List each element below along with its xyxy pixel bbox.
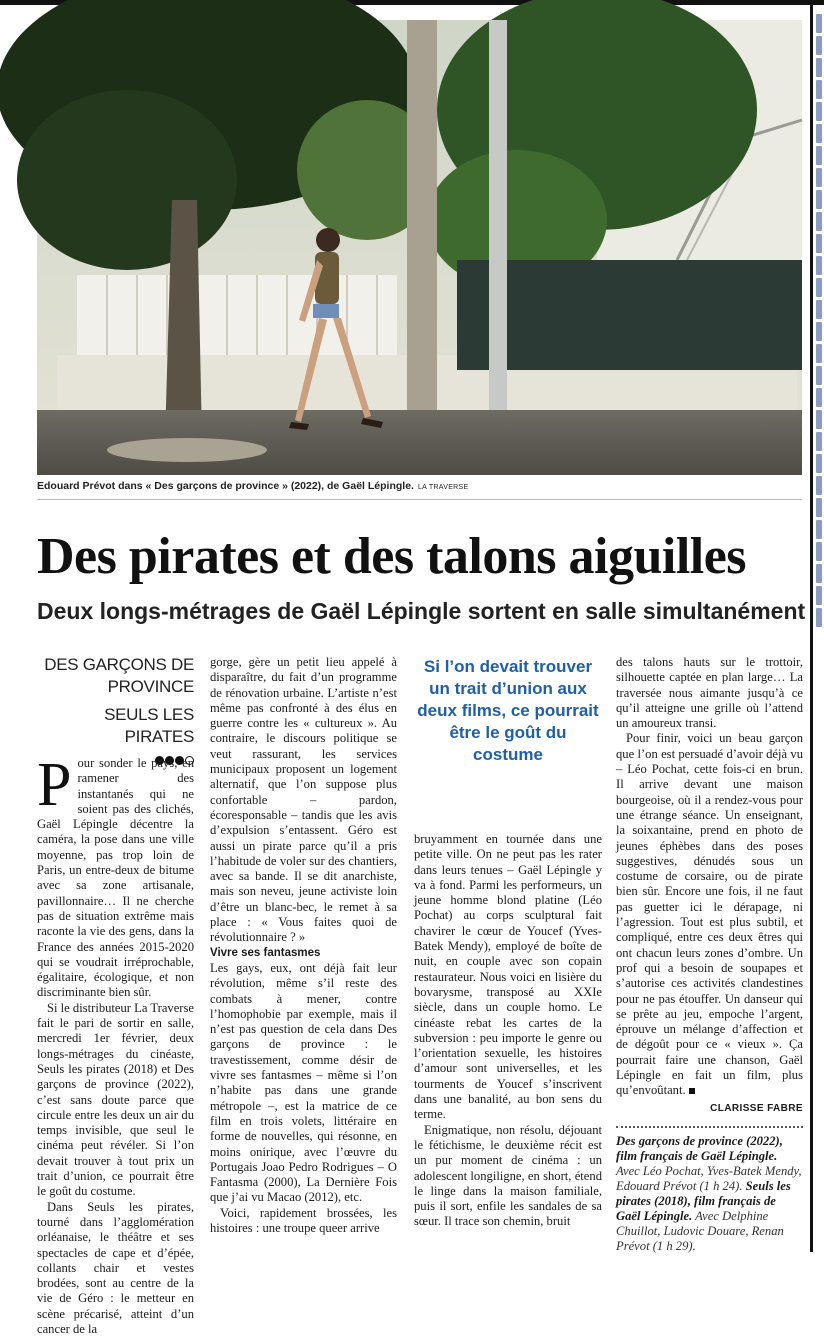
- end-mark: [689, 1088, 695, 1094]
- article-column-1: [37, 751, 194, 1337]
- photo-credit: LA TRAVERSE: [417, 484, 469, 491]
- film-1-details: Avec Léo Pochat, Yves-Batek Mendy, Edouard Prévot (1 h 24).: [616, 1163, 802, 1193]
- film-info-box: [616, 1134, 803, 1254]
- article-column-3: [414, 832, 602, 1230]
- article-column-4: [616, 655, 803, 1254]
- paragraph-4: gorge, gère un petit lieu appelé à disparaître, du fait d’un programme de rénovation urbaine. L’artiste n’est même pas confronté à des élus en guerre contre les « cultureux ». Au contraire, le discours politique se veut rassurant, les services municipaux proposent un logement alternatif, que l’on suppose plus confortable – pardon, écoresponsable – tandis que les avis d’expulsion s’entassent. Géro est aussi un pirate parce qu’il a pris l’habitude de voler sur des chantiers, avec sa bande. Il se dit anarchiste, mais son neveu, jeune activiste loin d’être un blanc-bec, le remet à sa place : « Vous faites quoi de révolutionnaire ? »: [210, 655, 397, 945]
- article-photo: [37, 20, 802, 475]
- paragraph-1: our sonder le pays, en ramener des instantanés qui ne soient pas des clichés, Gaël Lépingle décentre la caméra, la pose dans une ville moyenne, pas trop loin de Paris, un entre-deux de bitume avec sa zone artisanale, pavillonnaire… Il ne cherche pas de situation extrême mais raconte la vie des gens, dans la France des années 2015-2020 qui se voudrait irréprochable, égalitaire, écologique, et non discriminante bien sûr.: [37, 756, 194, 1000]
- film-title-1: DES GARÇONS DE PROVINCE: [44, 655, 194, 696]
- paragraph-9: des talons hauts sur le trottoir, silhouette captée en plan large… La traversée nous aimante jusqu’à ce qu’il atteigne une grille où l’attend un amoureux transi.: [616, 655, 803, 731]
- caption-text: Edouard Prévot dans « Des garçons de province » (2022), de Gaël Lépingle.: [37, 480, 414, 492]
- photo-caption: [37, 480, 802, 492]
- paragraph-2: Si le distributeur La Traverse fait le pari de sortir en salle, mercredi 1er février, deux longs-métrages du cinéaste, Seuls les pirates (2018) et Des garçons de province (2022), c’est sans doute parce que circule entre les deux un air du temps invisible, que seul le cinéma peut révéler. Si l’on devait trouver à tout prix un trait d’union, ce pourrait être le goût du costume.: [37, 1000, 194, 1199]
- section-subtitle: Vivre ses fantasmes: [210, 946, 321, 959]
- film-title-2: SEULS LES PIRATES: [104, 705, 194, 746]
- paragraph-8: Enigmatique, non résolu, déjouant le fétichisme, le deuxième récit est un pur moment de cinéma : un adolescent longiligne, en short, étend le linge dans la maison familiale, puis il sort, enfile les sandales de sa sœur. Il trace son chemin, bruit: [414, 1122, 602, 1229]
- headline: Des pirates et des talons aiguilles: [37, 528, 747, 585]
- paragraph-6: Voici, rapidement brossées, les histoires : une troupe queer arrive: [210, 1205, 397, 1235]
- right-column-rule: [810, 0, 813, 1252]
- dotted-divider: [616, 1126, 803, 1128]
- article-column-2: [210, 655, 397, 1236]
- pull-quote: Si l’on devait trouver un trait d’union aux deux films, ce pourrait être le goût du costume: [417, 657, 599, 764]
- film-1-title: Des garçons de province (2022), film français de Gaël Lépingle.: [616, 1133, 783, 1163]
- paragraph-10: Pour finir, voici un beau garçon que l’on est persuadé d’avoir déjà vu – Léo Pochat, cette fois-ci en brun. Il arrive devant une maison bourgeoise, où il a rendez-vous pour une étrange séance. Un enseignant, la soixantaine, prend en photo de jeunes éphèbes dans des poses suggestives, dénudés sous un costume de corsaire, ou de pirate bien sûr. Encore une fois, il ne faut pas guetter ici le dérapage, ni l’agression. Tout est plus subtil, et compliqué, entre ces deux êtres qui ont chacun leurs zones d’ombre. Un prof qui a besoin de soupapes et s’autorise ces activités clandestines pour ne pas étouffer. Un danseur qui se prête au jeu, empoche l’argent, éprouve un mélange d’affection et de dégoût pour ce « vieux ». Ça pourrait faire une chanson, Gaël Lépingle en fait un film, plus qu’envoûtant.: [616, 731, 803, 1098]
- film-2-title: Seuls les pirates (2018), film français de Gaël Lépingle.: [616, 1178, 791, 1223]
- drop-cap: P: [37, 751, 72, 819]
- author-byline: CLARISSE FABRE: [710, 1102, 803, 1114]
- paragraph-7: bruyamment en tournée dans une petite ville. On ne peut pas les rater dans leurs tenues – Gaël Lépingle y va à fond. Parmi les performeurs, un jeune homme blond platine (Léo Pochat) au corps sculptural fait chavirer le cœur de Youcef (Yves-Batek Mendy), employé de boîte de nuit, en couple avec son copain restaurateur. Nous voici en lisière du bovarysme, transposé au XXIe siècle, dans un couple homo. Le cinéaste rebat les cartes de la subversion : peu importe le genre ou l’orientation sexuelle, les histoires d’amour sont universelles, et les tourments de Youcef s’inscrivent dans une banalité, au bon sens du terme.: [414, 832, 602, 1122]
- paragraph-3: Dans Seuls les pirates, tourné dans l’agglomération orléanaise, le théâtre et ses spectacles de cape et d’épée, collants chair et vestes brodées, sont au centre de la vie de Géro : le metteur en scène précarisé, atteint d’un cancer de la: [37, 1199, 194, 1336]
- paragraph-5: Les gays, eux, ont déjà fait leur révolution, même s’il reste des combats à mener, contre l’homophobie par exemple, mais il n’est pas question de cela dans Des garçons de province : le travestissement, comme désir de vivre ses fantasmes – même si l’on n’habite pas dans une grande métropole –, est la matrice de ce film en trois volets, littéraire en forme de nouvelles, qui résonne, en moins onirique, avec l’œuvre du Portugais Joao Pedro Rodrigues – O Fantasma (2000), La Dernière Fois que j’ai vu Macao (2012), etc.: [210, 960, 397, 1205]
- adjacent-column-edge: [816, 14, 824, 664]
- film-2-details: Avec Delphine Chuillot, Ludovic Douare, Renan Prévot (1 h 29).: [616, 1208, 784, 1253]
- subheadline: Deux longs-métrages de Gaël Lépingle sortent en salle simultanément: [37, 598, 806, 624]
- caption-divider: [37, 499, 802, 500]
